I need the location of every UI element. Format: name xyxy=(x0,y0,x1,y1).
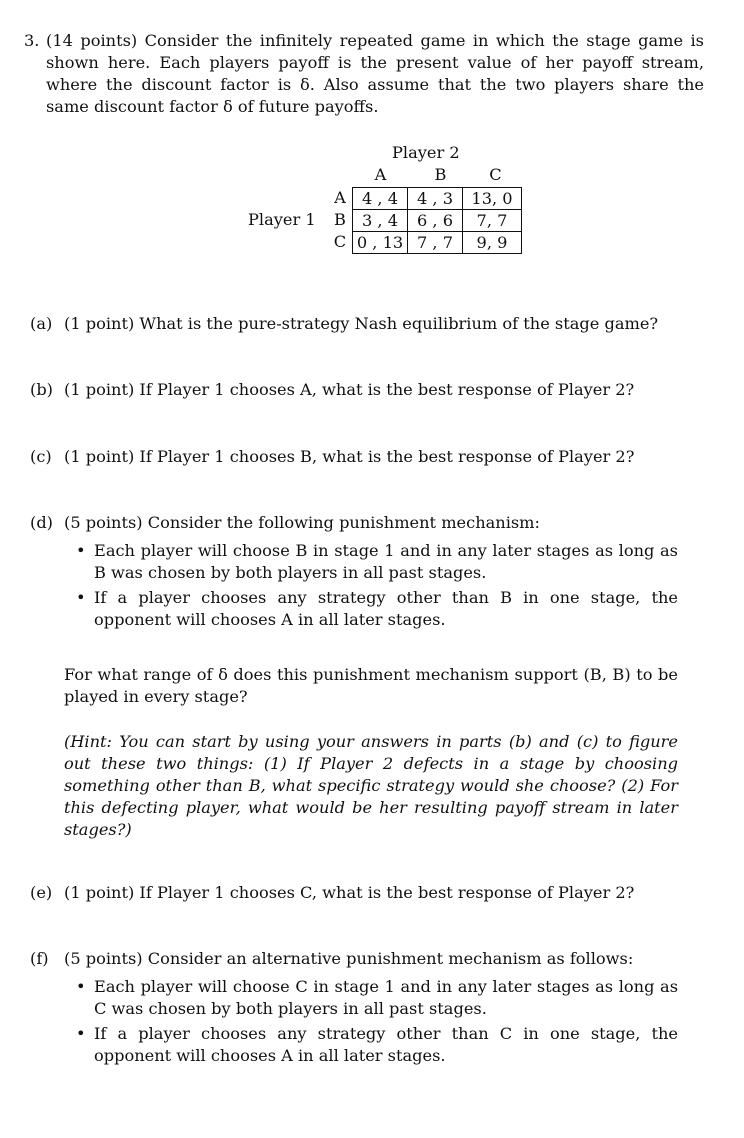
problem-3 xyxy=(24,30,704,252)
payoff-matrix xyxy=(24,142,704,262)
bullet-text: If a player chooses any strategy other than B in one stage, the opponent will chooses A in all later stages. xyxy=(94,588,678,629)
part-c-label: (c) xyxy=(30,447,52,466)
col-header-b: B xyxy=(434,165,447,184)
bullet-text: Each player will choose C in stage 1 and in any later stages as long as C was chosen by both players in all past stages. xyxy=(94,977,678,1018)
list-item xyxy=(64,976,678,1020)
bullet-icon: • xyxy=(76,588,86,607)
bullet-icon: • xyxy=(76,977,86,996)
part-f-label: (f) xyxy=(30,949,49,968)
part-a-text: (1 point) What is the pure-strategy Nash equilibrium of the stage game? xyxy=(64,314,659,333)
list-item xyxy=(64,540,678,584)
part-f-bullets xyxy=(64,976,678,1067)
part-d-label: (d) xyxy=(30,513,53,532)
payoff-cell: 0 , 13 xyxy=(353,232,408,254)
problem-number: 3. xyxy=(24,31,40,50)
bullet-icon: • xyxy=(76,541,86,560)
part-e-text: (1 point) If Player 1 chooses C, what is the best response of Player 2? xyxy=(64,883,635,902)
table-row xyxy=(353,210,522,232)
part-d-hint: (Hint: You can start by using your answers in parts (b) and (c) to figure out these two things: (1) If Player 2 defects in a stage by choosing something other than B, what specific strategy would she choose? (2) For this defecting player, what would be her resulting payoff stream in later stages?) xyxy=(64,732,678,839)
part-a-label: (a) xyxy=(30,314,53,333)
payoff-cell: 3 , 4 xyxy=(353,210,408,232)
part-f xyxy=(30,948,678,1070)
payoff-cell: 4 , 3 xyxy=(408,188,463,210)
payoff-cell: 7 , 7 xyxy=(408,232,463,254)
part-c-text: (1 point) If Player 1 chooses B, what is the best response of Player 2? xyxy=(64,447,635,466)
part-e-label: (e) xyxy=(30,883,53,902)
payoff-cell: 4 , 4 xyxy=(353,188,408,210)
player2-label: Player 2 xyxy=(392,143,460,162)
row-header-a: A xyxy=(334,188,346,207)
part-b-label: (b) xyxy=(30,380,53,399)
list-item xyxy=(64,1023,678,1067)
table-row xyxy=(353,232,522,254)
payoff-cell: 7, 7 xyxy=(463,210,522,232)
part-b-text: (1 point) If Player 1 chooses A, what is the best response of Player 2? xyxy=(64,380,635,399)
player1-label: Player 1 xyxy=(248,210,316,229)
col-header-c: C xyxy=(489,165,502,184)
col-header-a: A xyxy=(374,165,387,184)
payoff-cell: 13, 0 xyxy=(463,188,522,210)
payoff-cell: 6 , 6 xyxy=(408,210,463,232)
list-item xyxy=(64,587,678,631)
part-f-text: (5 points) Consider an alternative punishment mechanism as follows: xyxy=(64,949,634,968)
bullet-text: Each player will choose B in stage 1 and in any later stages as long as B was chosen by both players in all past stages. xyxy=(94,541,678,582)
row-header-b: B xyxy=(334,210,346,229)
part-d-text: (5 points) Consider the following punishment mechanism: xyxy=(64,513,540,532)
part-b xyxy=(30,379,678,401)
table-row xyxy=(353,188,522,210)
bullet-text: If a player chooses any strategy other than C in one stage, the opponent will chooses A in all later stages. xyxy=(94,1024,678,1065)
part-d xyxy=(30,512,678,634)
part-d-bullets xyxy=(64,540,678,631)
part-a xyxy=(30,313,678,335)
part-c xyxy=(30,446,678,468)
part-e xyxy=(30,882,678,904)
payoff-table xyxy=(352,187,522,254)
part-d-question: For what range of δ does this punishment mechanism support (B, B) to be played in every stage? xyxy=(64,665,678,706)
payoff-cell: 9, 9 xyxy=(463,232,522,254)
problem-intro: (14 points) Consider the infinitely repeated game in which the stage game is shown here. Each players payoff is the present value of her payoff stream, where the discount factor is δ. Also assume that the two players share the same discount factor δ of future payoffs. xyxy=(46,31,704,116)
bullet-icon: • xyxy=(76,1024,86,1043)
row-header-c: C xyxy=(333,232,347,251)
